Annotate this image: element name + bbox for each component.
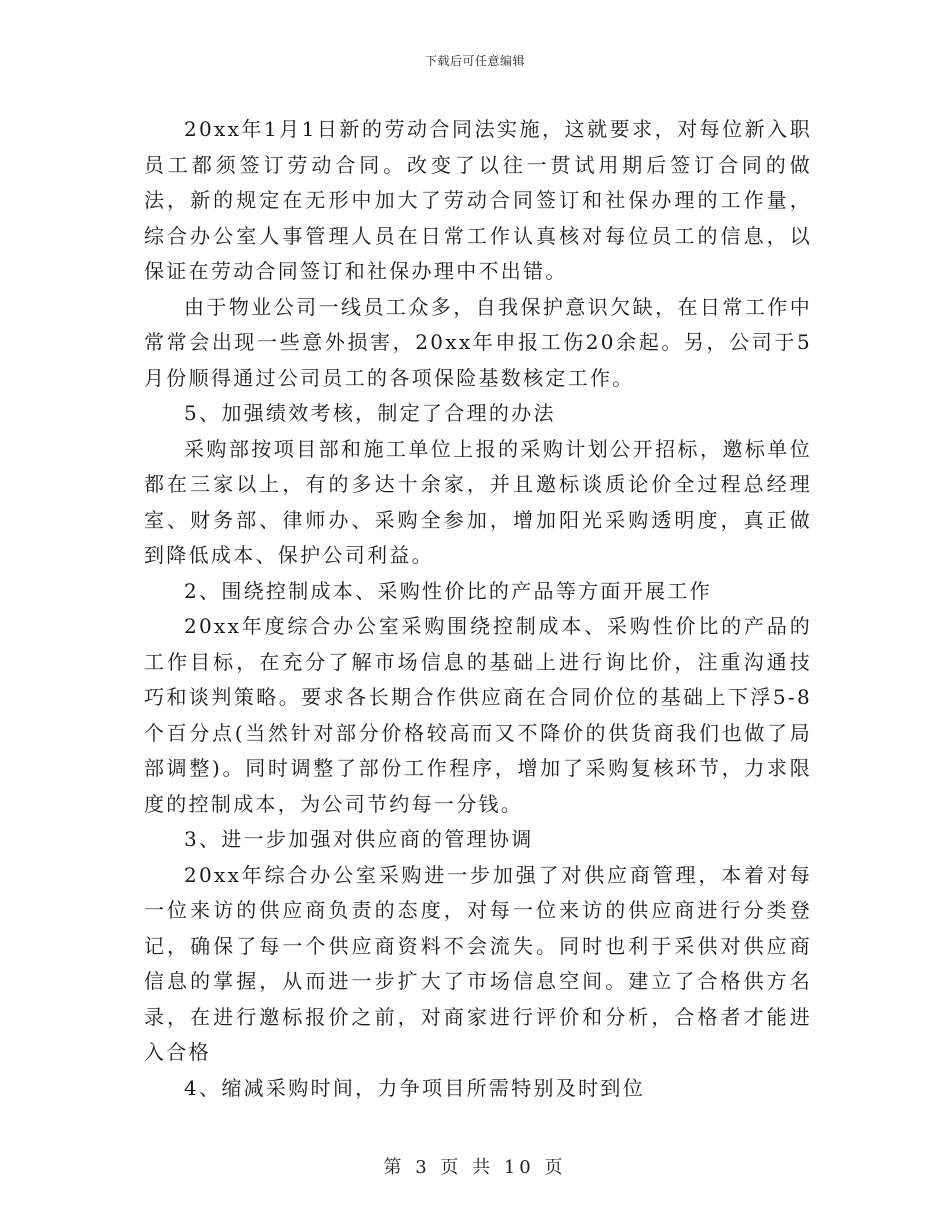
- paragraph-labor-contract: 20xx年1月1日新的劳动合同法实施，这就要求，对每位新入职员工都须签订劳动合同。改变了以往一贯试用期后签订合同的做法，新的规定在无形中加大了劳动合同签订和社保办理的工作量，综合办公室人事管理人员在日常工作认真核对每位员工的信息，以保证在劳动合同签订和社保办理中不出错。: [144, 117, 812, 283]
- paragraph-cost-control: 20xx年度综合办公室采购围绕控制成本、采购性价比的产品的工作目标，在充分了解市场信息的基础上进行询比价，注重沟通技巧和谈判策略。要求各长期合作供应商在合同价位的基础上下浮5-8个百分点(当然针对部分价格较高而又不降价的供货商我们也做了局部调整)。同时调整了部份工作程序，增加了采购复核环节，力求限度的控制成本，为公司节约每一分钱。: [144, 614, 812, 816]
- document-body: [144, 112, 812, 1106]
- section-heading-performance: 5、加强绩效考核，制定了合理的办法: [184, 401, 556, 425]
- page-header: 下载后可任意编辑: [424, 54, 525, 68]
- section-heading-reduce-time: 4、缩减采购时间，力争项目所需特别及时到位: [184, 1075, 646, 1100]
- section-heading-cost-control: 2、围绕控制成本、采购性价比的产品等方面开展工作: [184, 578, 712, 603]
- page-footer: 第 3 页 共 10 页: [383, 1157, 567, 1178]
- section-heading-supplier-management: 3、进一步加强对供应商的管理协调: [184, 827, 534, 851]
- paragraph-supplier-management: 20xx年综合办公室采购进一步加强了对供应商管理，本着对每一位来访的供应商负责的态度，对每一位来访的供应商进行分类登记，确保了每一个供应商资料不会流失。同时也利于采供对供应商信息的掌握，从而进一步扩大了市场信息空间。建立了合格供方名录，在进行邀标报价之前，对商家进行评价和分析，合格者才能进入合格: [144, 862, 812, 1064]
- paragraph-procurement-bidding: 采购部按项目部和施工单位上报的采购计划公开招标，邀标单位都在三家以上，有的多达十余家，并且邀标谈质论价全过程总经理室、财务部、律师办、采购全参加，增加阳光采购透明度，真正做到降低成本、保护公司利益。: [144, 436, 812, 567]
- paragraph-work-injury: 由于物业公司一线员工众多，自我保护意识欠缺，在日常工作中常常会出现一些意外损害，20xx年申报工伤20余起。另，公司于5月份顺得通过公司员工的各项保险基数核定工作。: [144, 294, 812, 390]
